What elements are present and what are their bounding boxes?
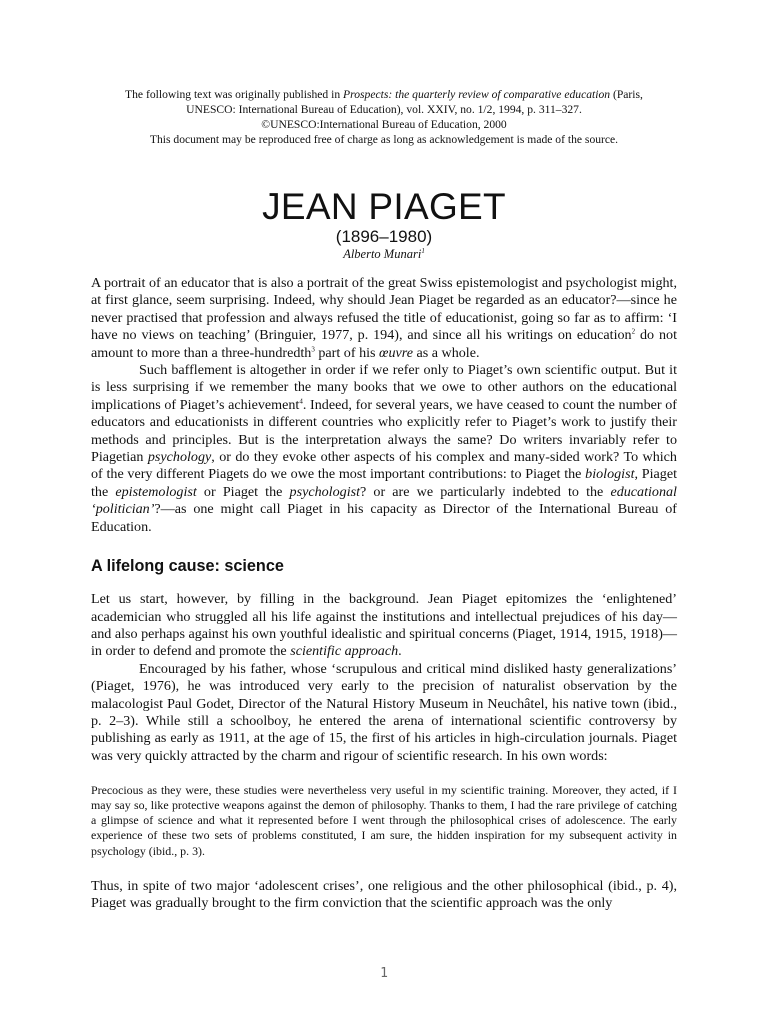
author-name: Alberto Munari [343,247,422,261]
source-note-line-3: ©UNESCO:International Bureau of Education, 2000 [261,118,507,131]
footnote-marker: 2 [631,327,636,336]
page-number: 1 [380,966,388,981]
paragraph-2: Such bafflement is altogether in order if we refer only to Piaget’s own scientific output. But it is less surprising if we remember the many books that we owe to other authors on the educational implications of Piaget’s achievement$^4$. Indeed, for several years, we have ceased to count the number of educators and educationists in different countries who explicitly refer to Piaget’s work to justify their methods and principles. But is the interpretation always the same? Do writers invariably refer to Piagetian psychology, or do they evoke other aspects of his complex and many-sided work? To which of the very different Piagets do we owe the most important contributions: to Piaget the biologist, Piaget the epistemologist or Piaget the psychologist? or are we particularly indebted to the educational ‘politician’?—as one might call Piaget in his capacity as Director of the International Bureau of Education. [91,362,678,535]
source-note-line-4: This document may be reproduced free of charge as long as acknowledgement is made of the source. [149,133,619,146]
footnote-marker: 3 [311,344,315,353]
source-note-line-2: UNESCO: International Bureau of Education), vol. XXIV, no. 1/2, 1994, p. 311–327. [186,103,582,116]
journal-name: Prospects: the quarterly review of comparative education [343,88,611,101]
paragraph-5: Thus, in spite of two major ‘adolescent crises’, one religious and the other philosophical (ibid., p. 4), Piaget was gradually brought to the firm conviction that the scientific approach was the only [91,877,677,912]
author-byline [91,247,677,261]
paragraph-1: A portrait of an educator that is also a portrait of the great Swiss epistemologist and psychologist might, at first glance, seem surprising. Indeed, why should Jean Piaget be regarded as an educator?—since he never practised that profession and always refused the title of educationist, going so far as to affirm: ‘I have no views on teaching’ (Bringuier, 1977, p. 194), and since all his writings on education$^2$ do not amount to more than a three-hundredth$^3$ part of his œuvre as a whole. [91,275,677,361]
footnote-marker: 4 [299,397,303,406]
source-note-line-1: The following text was originally published in Prospects: the quarterly review of comparative education (Paris, [125,88,643,101]
page-title: JEAN PIAGET [262,186,506,227]
footnote-marker: 1 [421,246,425,255]
block-quote: Precocious as they were, these studies were nevertheless very useful in my scientific training. Moreover, they acted, if I may say so, like protective weapons against the demon of philosophy. Thanks to them, I had the rare privilege of catching a glimpse of science and what it represented before I went through the philosophical crises of adolescence. The early experience of these two sets of problems constituted, I am sure, the hidden inspiration for my subsequent activity in psychology (ibid., p. 3). [91,783,677,858]
life-dates: (1896–1980) [335,227,433,246]
paragraph-4: Encouraged by his father, whose ‘scrupulous and critical mind disliked hasty generalizations’ (Piaget, 1976), he was introduced very early to the precision of naturalist observation by the malacologist Paul Godet, Director of the Natural History Museum in Neuchâtel, his native town (ibid., p. 2–3). While still a schoolboy, he entered the arena of international scientific controversy by publishing as early as 1911, at the age of 15, the first of his articles in high-circulation journals. Piaget was very quickly attracted by the charm and rigour of scientific research. In his own words: [91,660,677,764]
source-note [91,87,677,147]
paragraph-3: Let us start, however, by filling in the background. Jean Piaget epitomizes the ‘enlightened’ academician who struggled all his life against the institutions and intellectual prejudices of his day—and also perhaps against his own youthful idealistic and spiritual concerns (Piaget, 1914, 1915, 1918)—in order to defend and promote the scientific approach. [91,591,677,660]
section-heading: A lifelong cause: science [91,557,284,576]
